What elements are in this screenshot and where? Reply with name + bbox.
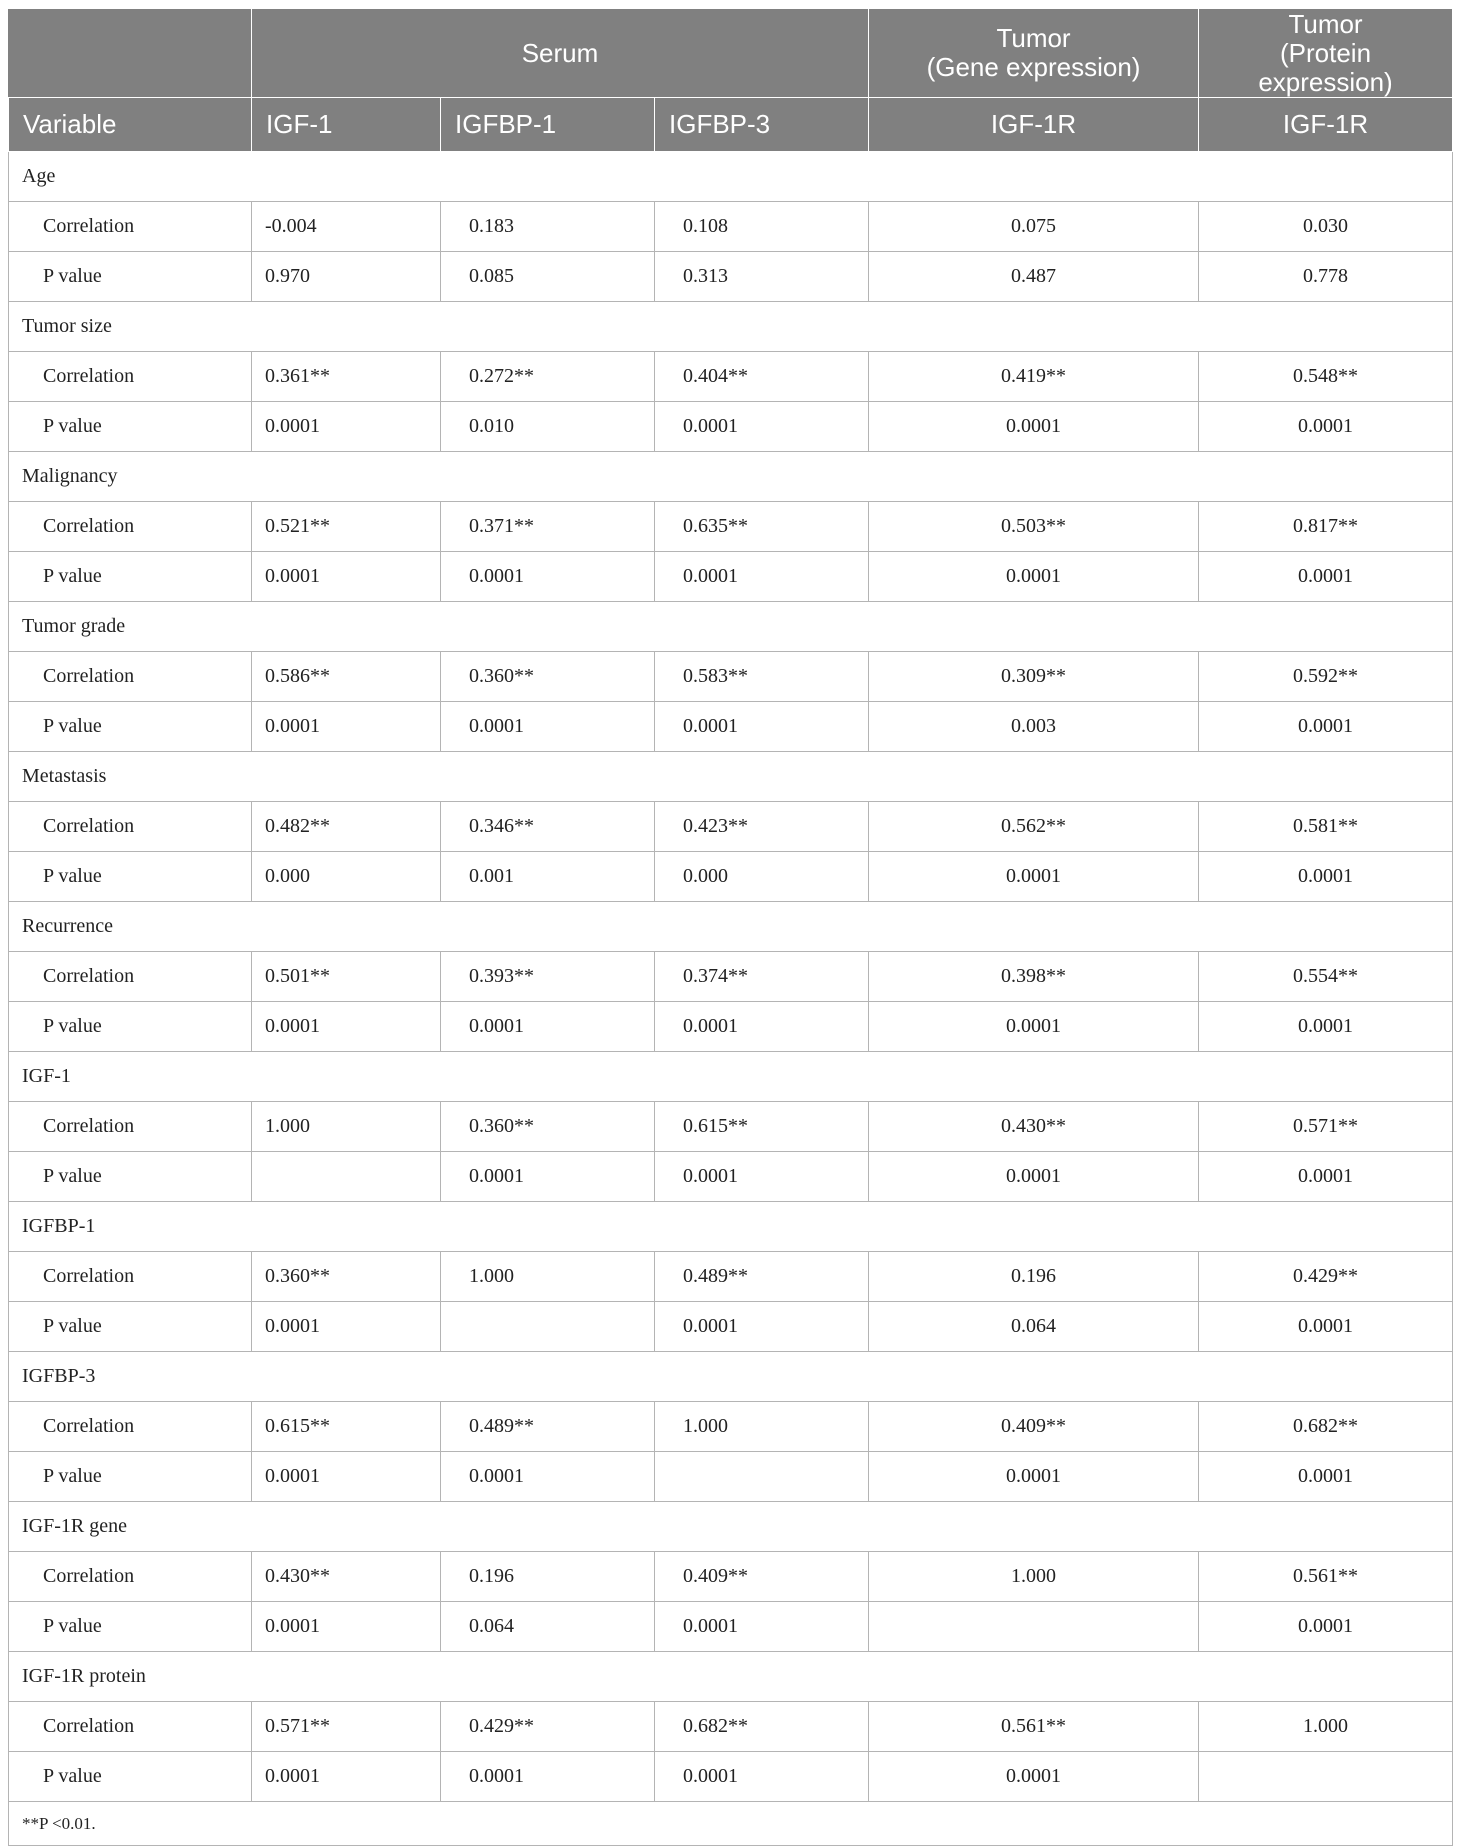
table-cell: 0.0001 <box>1199 702 1453 752</box>
table-cell <box>1199 1752 1453 1802</box>
table-cell: 0.0001 <box>1199 1602 1453 1652</box>
table-cell: 0.0001 <box>655 702 869 752</box>
table-cell: 0.0001 <box>252 1452 441 1502</box>
table-cell: 0.196 <box>441 1552 655 1602</box>
table-cell: 0.393** <box>441 952 655 1002</box>
group-label: Malignancy <box>9 452 1453 502</box>
table-cell: 0.571** <box>1199 1102 1453 1152</box>
table-cell: 0.0001 <box>252 702 441 752</box>
group-row <box>9 152 1453 202</box>
group-label: Recurrence <box>9 902 1453 952</box>
table-row <box>9 402 1453 452</box>
table-cell: 0.817** <box>1199 502 1453 552</box>
table-row <box>9 1302 1453 1352</box>
header-tumor-gene-line1: Tumor <box>996 23 1071 53</box>
table-row <box>9 252 1453 302</box>
table-cell: 0.0001 <box>1199 1152 1453 1202</box>
table-cell: 0.0001 <box>252 402 441 452</box>
row-label: Correlation <box>9 652 252 702</box>
table-cell: 0.360** <box>441 652 655 702</box>
table-row <box>9 1402 1453 1452</box>
row-label: P value <box>9 1002 252 1052</box>
table-cell: 0.0001 <box>869 1152 1199 1202</box>
table-row <box>9 552 1453 602</box>
header-blank-cell <box>9 9 252 98</box>
header-igf1r-gene: IGF-1R <box>869 98 1199 152</box>
group-label: Age <box>9 152 1453 202</box>
correlation-table <box>8 8 1453 1846</box>
table-cell: 0.0001 <box>1199 552 1453 602</box>
table-row <box>9 352 1453 402</box>
header-group-row <box>9 9 1453 98</box>
table-cell: 0.429** <box>441 1702 655 1752</box>
table-cell: 0.0001 <box>1199 1002 1453 1052</box>
table-cell: 0.503** <box>869 502 1199 552</box>
table-cell: 0.635** <box>655 502 869 552</box>
row-label: P value <box>9 702 252 752</box>
table-row <box>9 1002 1453 1052</box>
group-row <box>9 602 1453 652</box>
row-label: P value <box>9 1452 252 1502</box>
table-row <box>9 1552 1453 1602</box>
row-label: P value <box>9 402 252 452</box>
table-cell: 0.561** <box>869 1702 1199 1752</box>
row-label: Correlation <box>9 352 252 402</box>
table-cell: 0.586** <box>252 652 441 702</box>
table-cell: 0.562** <box>869 802 1199 852</box>
table-cell: 0.0001 <box>252 552 441 602</box>
table-cell: 0.0001 <box>441 1002 655 1052</box>
table-cell: 0.615** <box>252 1402 441 1452</box>
table-cell: 0.0001 <box>252 1602 441 1652</box>
row-label: Correlation <box>9 802 252 852</box>
correlation-table-container <box>8 8 1452 1846</box>
table-cell: 0.313 <box>655 252 869 302</box>
table-cell: 0.489** <box>441 1402 655 1452</box>
table-row <box>9 502 1453 552</box>
table-cell: 0.0001 <box>869 1452 1199 1502</box>
table-cell: 0.272** <box>441 352 655 402</box>
table-cell: 0.521** <box>252 502 441 552</box>
row-label: Correlation <box>9 502 252 552</box>
table-cell <box>869 1602 1199 1652</box>
table-row <box>9 1702 1453 1752</box>
table-body <box>9 152 1453 1846</box>
table-cell: 0.554** <box>1199 952 1453 1002</box>
table-cell: 0.361** <box>252 352 441 402</box>
table-cell: 0.064 <box>441 1602 655 1652</box>
header-tumor-gene-line2: (Gene expression) <box>926 52 1141 82</box>
table-cell: 0.682** <box>655 1702 869 1752</box>
table-cell: 0.430** <box>252 1552 441 1602</box>
table-cell: 0.398** <box>869 952 1199 1002</box>
table-cell: 0.0001 <box>441 702 655 752</box>
group-label: Tumor size <box>9 302 1453 352</box>
row-label: P value <box>9 1152 252 1202</box>
table-row <box>9 1152 1453 1202</box>
table-cell: 1.000 <box>441 1252 655 1302</box>
table-cell: 0.075 <box>869 202 1199 252</box>
table-cell: 0.360** <box>252 1252 441 1302</box>
table-row <box>9 652 1453 702</box>
table-cell: 0.548** <box>1199 352 1453 402</box>
table-cell: 0.404** <box>655 352 869 402</box>
table-cell: 0.0001 <box>655 1302 869 1352</box>
table-cell: 0.0001 <box>252 1302 441 1352</box>
table-cell: 0.409** <box>869 1402 1199 1452</box>
table-row <box>9 852 1453 902</box>
table-cell <box>655 1452 869 1502</box>
row-label: Correlation <box>9 1252 252 1302</box>
header-variable: Variable <box>9 98 252 152</box>
table-cell: 0.561** <box>1199 1552 1453 1602</box>
table-cell: 0.581** <box>1199 802 1453 852</box>
table-cell: 0.108 <box>655 202 869 252</box>
table-cell: 0.0001 <box>869 852 1199 902</box>
table-cell: 0.482** <box>252 802 441 852</box>
table-cell: 0.0001 <box>655 402 869 452</box>
table-cell: 0.0001 <box>655 552 869 602</box>
table-cell: 0.360** <box>441 1102 655 1152</box>
table-cell: 0.0001 <box>869 1752 1199 1802</box>
header-igf1r-protein: IGF-1R <box>1199 98 1453 152</box>
table-cell: 0.970 <box>252 252 441 302</box>
table-cell: 1.000 <box>655 1402 869 1452</box>
header-igf1: IGF-1 <box>252 98 441 152</box>
table-cell: 0.615** <box>655 1102 869 1152</box>
table-cell: 0.371** <box>441 502 655 552</box>
table-cell: 1.000 <box>869 1552 1199 1602</box>
header-igfbp1: IGFBP-1 <box>441 98 655 152</box>
table-cell: 0.0001 <box>1199 402 1453 452</box>
row-label: Correlation <box>9 1402 252 1452</box>
table-row <box>9 802 1453 852</box>
row-label: P value <box>9 552 252 602</box>
table-cell: 0.0001 <box>655 1602 869 1652</box>
table-cell: 0.0001 <box>441 552 655 602</box>
group-row <box>9 1502 1453 1552</box>
group-row <box>9 752 1453 802</box>
header-igfbp3: IGFBP-3 <box>655 98 869 152</box>
group-row <box>9 1352 1453 1402</box>
header-column-row <box>9 98 1453 152</box>
group-row <box>9 1202 1453 1252</box>
table-cell: 0.423** <box>655 802 869 852</box>
table-cell: 0.0001 <box>869 552 1199 602</box>
footnote-row <box>9 1802 1453 1846</box>
table-cell: 0.309** <box>869 652 1199 702</box>
row-label: P value <box>9 852 252 902</box>
table-cell: 0.0001 <box>1199 1452 1453 1502</box>
table-cell: 0.429** <box>1199 1252 1453 1302</box>
table-cell: 0.085 <box>441 252 655 302</box>
table-row <box>9 1452 1453 1502</box>
table-cell: 0.010 <box>441 402 655 452</box>
header-tumor-protein-line1: Tumor <box>1288 8 1363 39</box>
row-label: Correlation <box>9 1552 252 1602</box>
table-cell: 0.0001 <box>655 1152 869 1202</box>
group-row <box>9 902 1453 952</box>
table-cell: 0.778 <box>1199 252 1453 302</box>
table-cell: 0.196 <box>869 1252 1199 1302</box>
table-cell: 0.487 <box>869 252 1199 302</box>
table-cell: 0.000 <box>655 852 869 902</box>
header-tumor-gene <box>869 9 1199 98</box>
table-cell: 0.592** <box>1199 652 1453 702</box>
group-label: IGFBP-3 <box>9 1352 1453 1402</box>
header-serum: Serum <box>252 9 869 98</box>
table-cell: 0.183 <box>441 202 655 252</box>
table-cell: 0.0001 <box>441 1152 655 1202</box>
table-cell: 0.030 <box>1199 202 1453 252</box>
table-cell <box>252 1152 441 1202</box>
table-cell: 0.0001 <box>252 1002 441 1052</box>
table-cell: 0.003 <box>869 702 1199 752</box>
table-cell: 0.000 <box>252 852 441 902</box>
table-cell: 1.000 <box>252 1102 441 1152</box>
row-label: Correlation <box>9 1702 252 1752</box>
table-cell: 0.0001 <box>441 1752 655 1802</box>
group-label: IGF-1R protein <box>9 1652 1453 1702</box>
table-row <box>9 202 1453 252</box>
table-cell: 0.0001 <box>1199 852 1453 902</box>
table-cell: 0.419** <box>869 352 1199 402</box>
row-label: Correlation <box>9 952 252 1002</box>
table-row <box>9 1752 1453 1802</box>
table-cell: 0.0001 <box>252 1752 441 1802</box>
group-row <box>9 302 1453 352</box>
table-cell <box>441 1302 655 1352</box>
group-label: IGFBP-1 <box>9 1202 1453 1252</box>
footnote: **P <0.01. <box>9 1802 1453 1846</box>
table-header <box>9 9 1453 152</box>
table-row <box>9 702 1453 752</box>
table-cell: 0.346** <box>441 802 655 852</box>
row-label: Correlation <box>9 1102 252 1152</box>
row-label: P value <box>9 1752 252 1802</box>
row-label: P value <box>9 1302 252 1352</box>
table-cell: 0.001 <box>441 852 655 902</box>
table-cell: 0.409** <box>655 1552 869 1602</box>
table-cell: 0.374** <box>655 952 869 1002</box>
header-tumor-protein-line2: (Protein expression) <box>1258 37 1393 97</box>
table-cell: 0.583** <box>655 652 869 702</box>
table-row <box>9 1102 1453 1152</box>
row-label: P value <box>9 252 252 302</box>
group-label: IGF-1 <box>9 1052 1453 1102</box>
table-cell: 0.0001 <box>655 1752 869 1802</box>
table-cell: 0.571** <box>252 1702 441 1752</box>
table-row <box>9 1602 1453 1652</box>
group-row <box>9 1052 1453 1102</box>
table-cell: 1.000 <box>1199 1702 1453 1752</box>
group-row <box>9 1652 1453 1702</box>
table-cell: 0.0001 <box>869 1002 1199 1052</box>
table-cell: 0.0001 <box>1199 1302 1453 1352</box>
group-label: Metastasis <box>9 752 1453 802</box>
table-cell: 0.430** <box>869 1102 1199 1152</box>
group-label: Tumor grade <box>9 602 1453 652</box>
table-row <box>9 952 1453 1002</box>
table-cell: 0.501** <box>252 952 441 1002</box>
table-cell: 0.0001 <box>655 1002 869 1052</box>
header-tumor-protein <box>1199 9 1453 98</box>
table-cell: 0.489** <box>655 1252 869 1302</box>
table-cell: -0.004 <box>252 202 441 252</box>
table-row <box>9 1252 1453 1302</box>
row-label: Correlation <box>9 202 252 252</box>
row-label: P value <box>9 1602 252 1652</box>
table-cell: 0.0001 <box>869 402 1199 452</box>
group-label: IGF-1R gene <box>9 1502 1453 1552</box>
table-cell: 0.064 <box>869 1302 1199 1352</box>
table-cell: 0.0001 <box>441 1452 655 1502</box>
group-row <box>9 452 1453 502</box>
table-cell: 0.682** <box>1199 1402 1453 1452</box>
